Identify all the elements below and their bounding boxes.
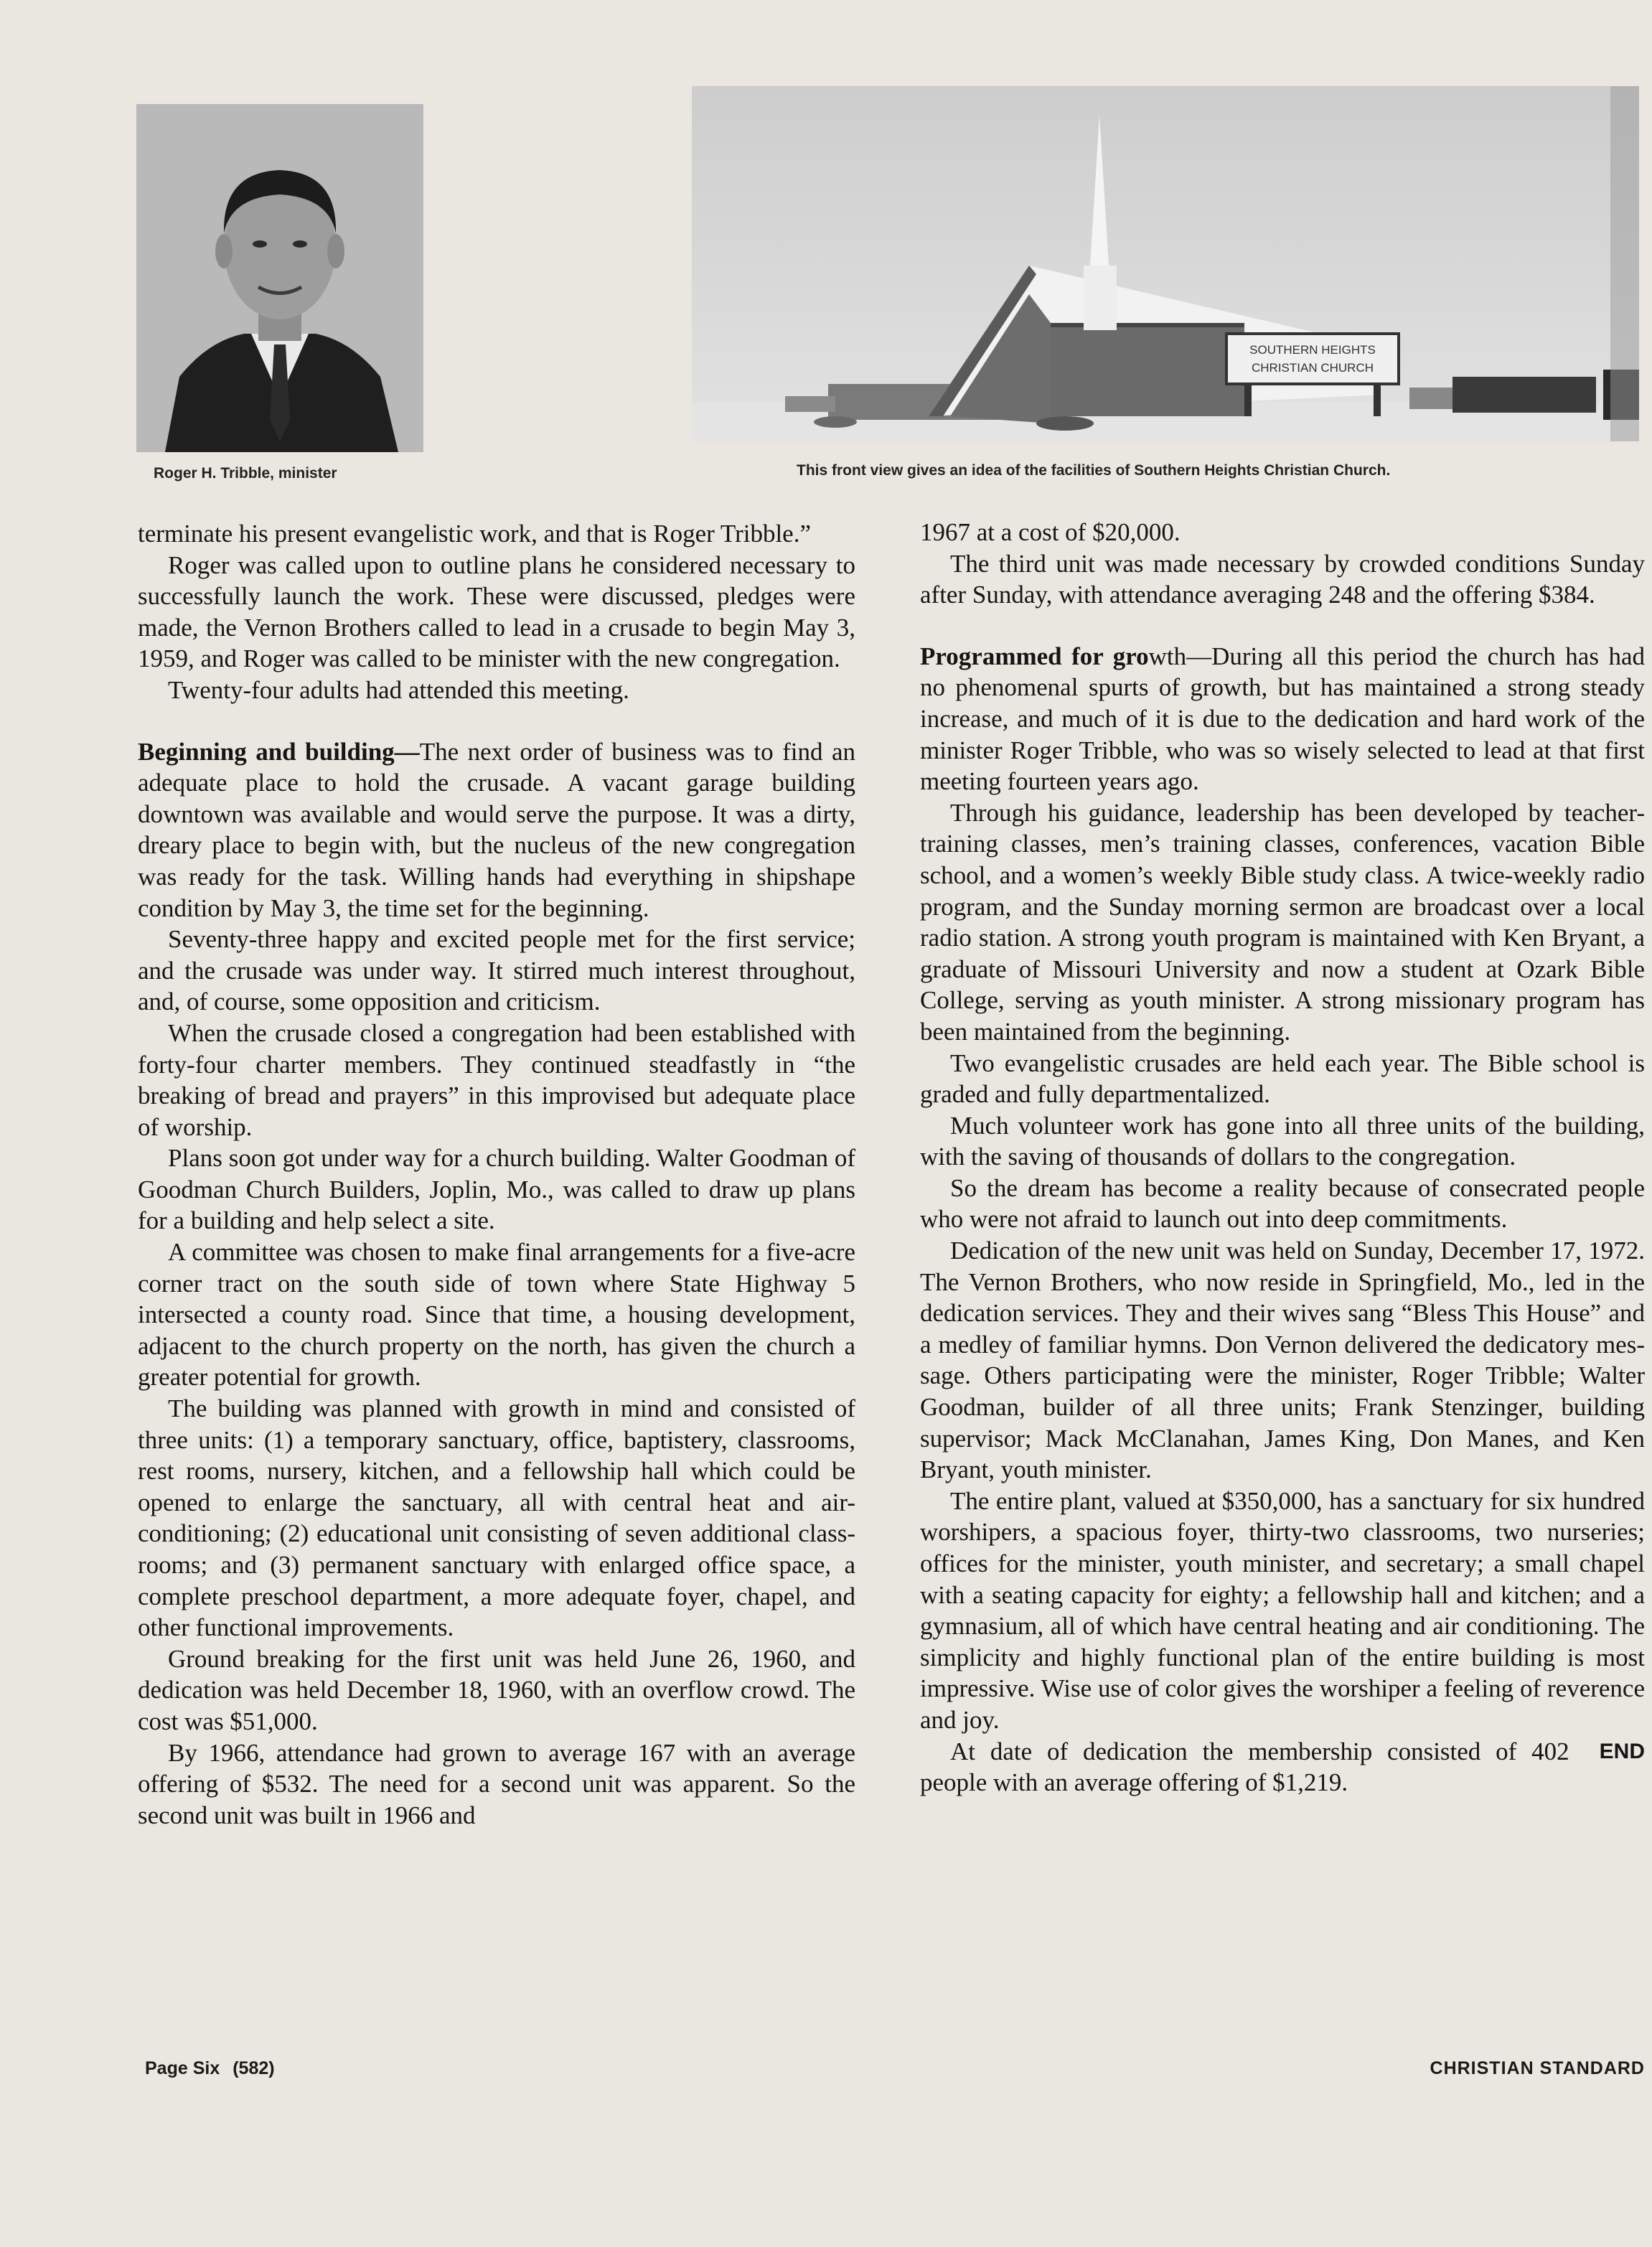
page-number: (582)	[233, 2058, 275, 2078]
section-beginning-and-building	[138, 736, 855, 924]
page-folio	[145, 2058, 275, 2079]
paragraph: When the crusade closed a congregation had been established with forty-four charter members. They continued steadfastly in “the breaking of bread and prayers” in this improvised but adequate place of worship.	[138, 1018, 855, 1141]
paragraph: A committee was chosen to make final arrangements for a five-acre corner tract on the south side of town where State Highway 5 intersected a county road. Since that time, a housing development, adjacent to the church property on the north, has given the church a greater potential for growth.	[138, 1238, 855, 1392]
section-programmed-for-growth	[920, 641, 1645, 797]
section-heading: Beginning and building—	[138, 737, 420, 766]
paragraph: 1967 at a cost of $20,000.	[920, 518, 1181, 546]
church-photo-caption: This front view gives an idea of the facilities of Southern Heights Christian Church.	[797, 462, 1391, 479]
closing-paragraph	[920, 1736, 1645, 1798]
paragraph: Dedication of the new unit was held on Sunday, December 17, 1972. The Vernon Brothers, who now reside in Springfield, Mo., led in the dedication services. They and their wives sang “Bless This House” and a medley of familiar hymns. Don Vernon delivered the dedicatory message. Others participating were the minister, Roger Tribble; Walter Goodman, builder of all three units; Frank Stenzinger, building supervisor; Mack McClanahan, James King, Don Manes, and Ken Bryant, youth minister.	[920, 1237, 1645, 1484]
paragraph: Plans soon got under way for a church building. Walter Goodman of Goodman Church Builders, Joplin, Mo., was called to draw up plans for a building and help select a site.	[138, 1144, 855, 1235]
paragraph: Two evangelistic crusades are held each year. The Bible school is graded and fully departmentalized.	[920, 1049, 1645, 1109]
paragraph: Twenty-four adults had attended this meeting.	[168, 675, 629, 704]
paragraph: Ground breaking for the first unit was held June 26, 1960, and dedication was held December 18, 1960, with an overflow crowd. The cost was $51,000.	[138, 1644, 855, 1735]
paragraph-text: The next order of business was to find an adequate place to hold the crusade. A vacant garage building downtown was available and would serve the purpose. It was a dirty, dreary place to begin with, but the nucleus of the new congregation was ready for the task. Willing hands had everything in shipshape condition by May 3, the time set for the beginning.	[138, 737, 855, 922]
church-illustration	[692, 86, 1639, 441]
paragraph: terminate his present evangelistic work, and that is Roger Tribble.”	[138, 520, 811, 548]
paragraph-text: wth—During all this period the church has had no phenomenal spurts of growth, but has maintained a strong steady increase, and much of it is due to the dedication and hard work of the minister Roger Tribble, who was so wisely selected to lead at that first meeting fourteen years ago.	[920, 642, 1646, 796]
church-sign-line-2: CHRISTIAN CHURCH	[1252, 361, 1374, 375]
article-column-left	[138, 518, 855, 1831]
paragraph-text: At date of dedication the membership consisted of 402 people with an average offering of $1,219.	[920, 1737, 1569, 1797]
paragraph: By 1966, attendance had grown to average 167 with an average offering of $532. The need for a second unit was apparent. So the second unit was built in 1966 and	[138, 1738, 855, 1829]
portrait-caption: Roger H. Tribble, minister	[154, 465, 337, 482]
paragraph: The third unit was made necessary by crowded conditions Sunday after Sunday, with attendance averaging 248 and the offering $384.	[920, 549, 1645, 609]
page-label: Page Six	[145, 2058, 220, 2078]
church-photo	[692, 86, 1639, 441]
paragraph: The entire plant, valued at $350,000, has a sanctuary for six hundred worshipers, a spacious foyer, thirty-two classrooms, two nurseries; offices for the minister, youth minister, and secretary; a small chapel with a seating capacity for eighty; a fellowship hall and kitchen; and a gymnasium, all of which have central heating and air conditioning. The simplicity and highly functional plan of the entire building is most impressive. Wise use of color gives the worshiper a feeling of reverence and joy.	[920, 1486, 1645, 1734]
magazine-name: CHRISTIAN STANDARD	[1430, 2058, 1645, 2078]
paragraph: Roger was called upon to outline plans he considered necessary to successfully launch the work. These were discussed, pledges were made, the Vernon Brothers called to lead in a crusade to begin May 3, 1959, and Roger was called to be minister with the new congregation.	[138, 550, 855, 673]
paragraph: Much volunteer work has gone into all three units of the building, with the saving of thousands of dollars to the congregation.	[920, 1111, 1645, 1171]
paragraph: Through his guidance, leadership has been developed by teacher-training classes, men’s training classes, conferences, vacation Bible school, and a women’s weekly Bible study class. A twice-weekly radio program, and the Sunday morning sermon are broadcast over a local radio station. A strong youth program is maintained with Ken Bryant, a graduate of Missouri University and now a student at Ozark Bible College, serving as youth minister. A strong missionary program has been maintained from the beginning.	[920, 798, 1645, 1046]
portrait-photo	[136, 104, 423, 452]
paragraph: Seventy-three happy and excited people met for the first service; and the crusade was under way. It stirred much interest throughout, and, of course, some opposition and criticism.	[138, 925, 855, 1016]
paragraph: So the dream has become a reality because of consecrated people who were not afraid to launch out into deep commitments.	[920, 1173, 1645, 1234]
paragraph: The building was planned with growth in mind and consisted of three units: (1) a temporary sanctuary, office, baptistery, classrooms, rest rooms, nursery, kitchen, and a fellowship hall which could be opened to enlarge the sanctuary, all with central heat and air-conditioning; (2) educational unit consisting of seven additional classrooms; and (3) permanent sanctuary with enlarged office space, a complete preschool department, a more adequate foyer, chapel, and other functional improvements.	[138, 1394, 855, 1642]
church-sign-line-1: SOUTHERN HEIGHTS	[1249, 343, 1376, 357]
section-heading: Programmed for gro	[920, 642, 1149, 670]
end-mark: END	[1599, 1739, 1645, 1763]
portrait-illustration	[136, 104, 423, 452]
article-column-right	[920, 517, 1645, 1798]
